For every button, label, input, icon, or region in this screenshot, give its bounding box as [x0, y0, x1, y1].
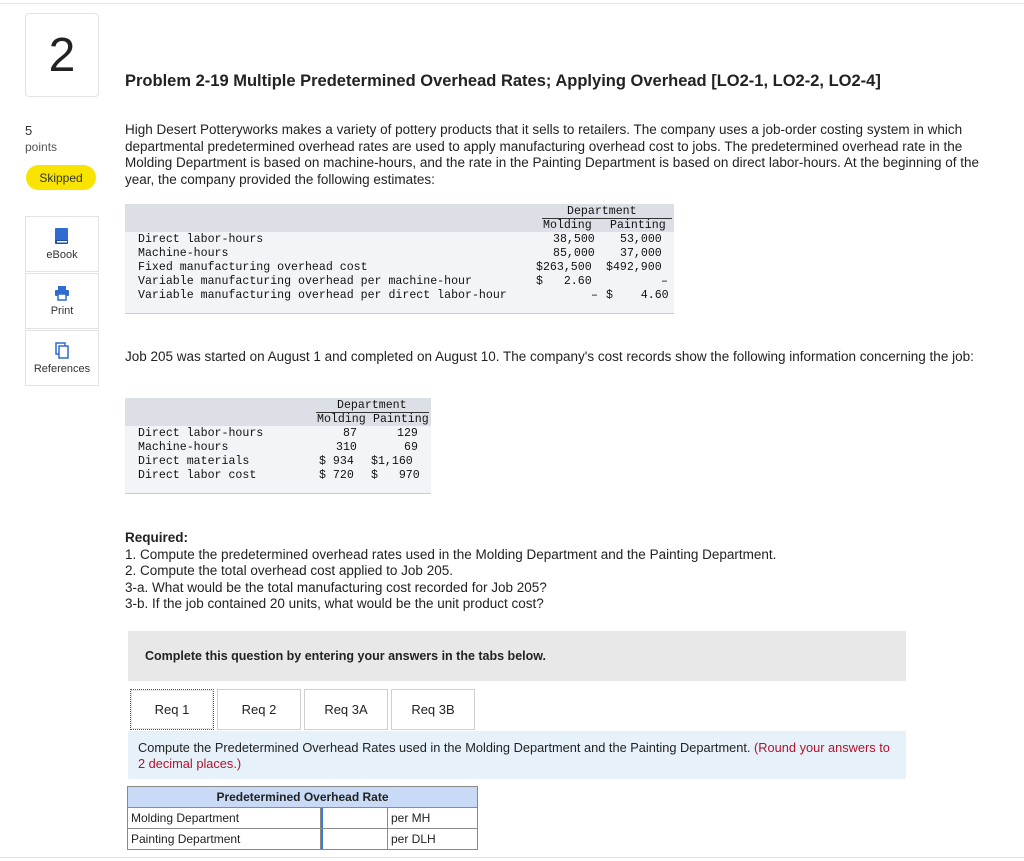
problem-title: Problem 2-19 Multiple Predetermined Overhead Rates; Applying Overhead [LO2-1, LO2-2, LO2-4]: [125, 72, 881, 90]
job-table: [125, 398, 431, 494]
estimates-row-painting: $ 4.60: [606, 289, 669, 302]
job-row-painting: 129: [397, 427, 418, 440]
print-label: Print: [50, 305, 74, 317]
references-label: References: [33, 362, 91, 375]
molding-label: Molding Department: [128, 808, 321, 829]
required-section: [125, 530, 776, 613]
print-button[interactable]: [25, 273, 99, 329]
answer-table: [127, 786, 478, 850]
job-col-molding: Molding: [317, 413, 366, 426]
molding-unit: per MH: [388, 808, 478, 829]
required-item: 3-a. What would be the total manufacturing cost recorded for Job 205?: [125, 579, 547, 595]
estimates-row-molding: 85,000: [553, 247, 595, 260]
tab-req-3a[interactable]: Req 3A: [304, 689, 388, 730]
estimates-row-molding: $ 2.60: [536, 275, 592, 288]
estimates-row-painting: 53,000: [620, 233, 662, 246]
answer-row-painting: [128, 829, 478, 850]
estimates-row-painting: $492,900: [606, 261, 662, 274]
problem-intro: High Desert Potteryworks makes a variety of pottery products that it sells to retailers. The company uses a job-order costing system in which departmental predetermined overhead rates are used to apply manufacturing overhead cost to jobs. The predetermined overhead rate in the Molding Department is based on machine-hours, and the rate in the Painting Department is based on direct labor-hours. At the beginning of the year, the company provided the following estimates:: [125, 122, 980, 187]
required-item: 2. Compute the total overhead cost applied to Job 205.: [125, 563, 453, 578]
estimates-row-label: Direct labor-hours: [138, 233, 264, 246]
job-group-header: Department: [337, 399, 407, 412]
top-divider: [0, 3, 1024, 4]
job-row-label: Direct labor cost: [138, 469, 257, 482]
job-row-painting: 69: [404, 441, 418, 454]
estimates-row-painting: –: [661, 275, 668, 288]
required-heading: Required:: [125, 530, 189, 545]
painting-rate-cell: [321, 829, 388, 850]
estimates-row-molding: 38,500: [553, 233, 595, 246]
estimates-row-label: Variable manufacturing overhead per direct labor-hour: [138, 289, 507, 302]
job-row-label: Direct materials: [138, 455, 250, 468]
job-row-painting: $1,160: [371, 455, 413, 468]
job-row-molding: 310: [336, 441, 357, 454]
molding-rate-cell: [321, 808, 388, 829]
job-col-painting: Painting: [373, 413, 429, 426]
job-row-molding: $ 720: [319, 469, 354, 482]
job-row-molding: 87: [343, 427, 357, 440]
estimates-group-header: Department: [567, 205, 637, 218]
rounding-note: (Round your answers to 2 decimal places.): [138, 740, 890, 771]
job-row-label: Direct labor-hours: [138, 427, 264, 440]
bottom-divider: [0, 857, 1024, 858]
estimates-row-label: Machine-hours: [138, 247, 229, 260]
points-label: points: [25, 140, 58, 154]
ebook-button[interactable]: [25, 216, 99, 272]
job-row-painting: $ 970: [371, 469, 420, 482]
book-icon: [54, 227, 70, 245]
estimates-row-molding: $263,500: [536, 261, 592, 274]
estimates-table: [125, 204, 674, 314]
estimates-row-painting: 37,000: [620, 247, 662, 260]
printer-icon: [54, 285, 70, 301]
answer-header: Predetermined Overhead Rate: [128, 787, 478, 808]
job-intro: Job 205 was started on August 1 and completed on August 10. The company's cost records show the following information concerning the job:: [125, 349, 974, 364]
estimates-row-molding: –: [591, 289, 598, 302]
required-item: 1. Compute the predetermined overhead rates used in the Molding Department and the Painting Department.: [125, 546, 777, 562]
tab-req-1[interactable]: Req 1: [130, 689, 214, 730]
references-button[interactable]: [25, 330, 99, 386]
points-value: 5: [25, 123, 33, 138]
answer-row-molding: [128, 808, 478, 829]
ebook-label: eBook: [46, 249, 78, 261]
status-badge: Skipped: [26, 165, 96, 190]
tab-req-3b[interactable]: Req 3B: [391, 689, 475, 730]
instruction-text: Compute the Predetermined Overhead Rates used in the Molding Department and the Painting Department.: [138, 740, 751, 755]
molding-rate-input[interactable]: [321, 808, 387, 828]
job-row-molding: $ 934: [319, 455, 354, 468]
estimates-row-label: Variable manufacturing overhead per machine-hour: [138, 275, 472, 288]
tab-req-2[interactable]: Req 2: [217, 689, 301, 730]
estimates-row-label: Fixed manufacturing overhead cost: [138, 261, 368, 274]
estimates-col-painting: Painting: [610, 219, 666, 232]
job-row-label: Machine-hours: [138, 441, 229, 454]
documents-icon: [54, 342, 70, 359]
complete-banner: Complete this question by entering your answers in the tabs below.: [128, 631, 906, 681]
instruction-box: [128, 731, 906, 779]
required-item: 3-b. If the job contained 20 units, what would be the unit product cost?: [125, 596, 544, 611]
painting-unit: per DLH: [388, 829, 478, 850]
answer-header-row: [128, 787, 478, 808]
question-number: 2: [25, 13, 99, 97]
estimates-col-molding: Molding: [543, 219, 592, 232]
painting-label: Painting Department: [128, 829, 321, 850]
painting-rate-input[interactable]: [321, 829, 387, 849]
